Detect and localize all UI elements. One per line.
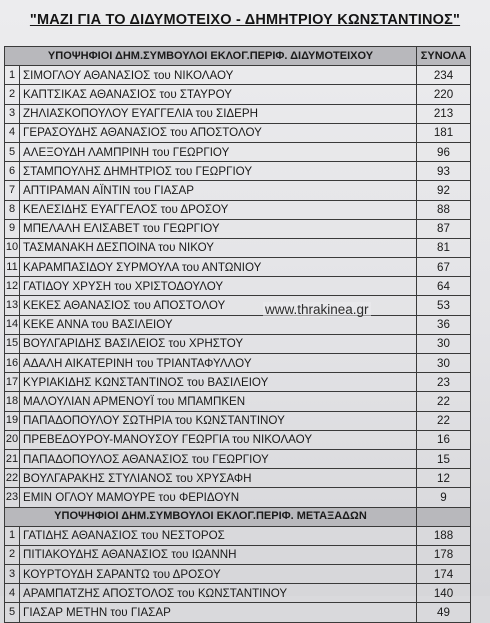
candidate-name: ΠΙΤΙΑΚΟΥΔΗΣ ΑΘΑΝΑΣΙΟΣ του ΙΩΑΝΝΗ [20, 545, 417, 564]
candidate-name: ΑΠΤΙΡΑΜΑΝ ΑΪΝΤΙΝ του ΓΙΑΣΑΡ [20, 181, 417, 200]
table-row [5, 373, 471, 392]
watermark-text: www.thrakinea.gr [265, 302, 369, 317]
vote-count: 22 [417, 392, 471, 411]
candidate-name: ΠΑΠΑΔΟΠΟΥΛΟΣ ΑΘΑΝΑΣΙΟΣ του ΓΕΩΡΓΙΟΥ [20, 449, 417, 468]
table-row [5, 162, 471, 181]
row-number: 4 [5, 584, 20, 603]
candidate-name: ΚΥΡΙΑΚΙΔΗΣ ΚΩΝΣΤΑΝΤΙΝΟΣ του ΒΑΣΙΛΕΙΟΥ [20, 373, 417, 392]
table-row [5, 296, 471, 315]
vote-count: 81 [417, 238, 471, 257]
section-header: ΥΠΟΨΗΦΙΟΙ ΔΗΜ.ΣΥΜΒΟΥΛΟΙ ΕΚΛΟΓ.ΠΕΡΙΦ. ΜΕΤΑΞΑΔΩΝ [5, 507, 417, 526]
vote-count: 53 [417, 296, 471, 315]
row-number: 14 [5, 315, 20, 334]
candidate-name: ΜΑΛΟΥΛΙΑΝ ΑΡΜΕΝΟΥΪ του ΜΠΑΜΠΚΕΝ [20, 392, 417, 411]
candidate-name: ΚΟΥΡΤΟΥΔΗ ΣΑΡΑΝΤΩ του ΔΡΟΣΟΥ [20, 565, 417, 584]
table-row [5, 354, 471, 373]
vote-count: 88 [417, 200, 471, 219]
row-number: 8 [5, 200, 20, 219]
section-header-row [5, 47, 471, 66]
table-row [5, 584, 471, 603]
vote-count: 49 [417, 603, 471, 622]
table-row [5, 123, 471, 142]
vote-count: 16 [417, 430, 471, 449]
row-number: 9 [5, 219, 20, 238]
section-header-row [5, 507, 471, 526]
candidate-name: ΑΛΕΞΟΥΔΗ ΛΑΜΠΡΙΝΗ του ΓΕΩΡΓΙΟΥ [20, 142, 417, 161]
vote-count: 92 [417, 181, 471, 200]
row-number: 20 [5, 430, 20, 449]
table-row [5, 258, 471, 277]
candidate-name: ΖΗΛΙΑΣΚΟΠΟΥΛΟΥ ΕΥΑΓΓΕΛΙΑ του ΣΙΔΕΡΗ [20, 104, 417, 123]
row-number: 21 [5, 449, 20, 468]
votes-column-header: ΣΥΝΟΛΑ [417, 47, 471, 66]
table-row [5, 66, 471, 85]
vote-count: 12 [417, 469, 471, 488]
table-row [5, 603, 471, 622]
table-row [5, 526, 471, 545]
row-number: 15 [5, 334, 20, 353]
results-table [4, 46, 471, 623]
table-row [5, 238, 471, 257]
row-number: 10 [5, 238, 20, 257]
candidate-name: ΓΑΤΙΔΟΥ ΧΡΥΣΗ του ΧΡΙΣΤΟΔΟΥΛΟΥ [20, 277, 417, 296]
row-number: 1 [5, 526, 20, 545]
candidate-name: ΣΤΑΜΠΟΥΛΗΣ ΔΗΜΗΤΡΙΟΣ του ΓΕΩΡΓΙΟΥ [20, 162, 417, 181]
table-row [5, 200, 471, 219]
table-row [5, 277, 471, 296]
candidate-name: ΣΙΜΟΓΛΟΥ ΑΘΑΝΑΣΙΟΣ του ΝΙΚΟΛΑΟΥ [20, 66, 417, 85]
candidate-name: ΠΡΕΒΕΔΟΥΡΟΥ-ΜΑΝΟΥΣΟΥ ΓΕΩΡΓΙΑ του ΝΙΚΟΛΑΟΥ [20, 430, 417, 449]
vote-count: 64 [417, 277, 471, 296]
table-row [5, 565, 471, 584]
vote-count: 181 [417, 123, 471, 142]
row-number: 11 [5, 258, 20, 277]
candidate-name: ΑΡΑΜΠΑΤΖΗΣ ΑΠΟΣΤΟΛΟΣ του ΚΩΝΣΤΑΝΤΙΝΟΥ [20, 584, 417, 603]
row-number: 19 [5, 411, 20, 430]
row-number: 3 [5, 104, 20, 123]
candidate-name: ΚΕΛΕΣΙΔΗΣ ΕΥΑΓΓΕΛΟΣ του ΔΡΟΣΟΥ [20, 200, 417, 219]
vote-count: 213 [417, 104, 471, 123]
vote-count: 36 [417, 315, 471, 334]
vote-count: 188 [417, 526, 471, 545]
results-table-body [5, 47, 471, 623]
row-number: 12 [5, 277, 20, 296]
table-row [5, 430, 471, 449]
row-number: 17 [5, 373, 20, 392]
candidate-name: ΚΑΡΑΜΠΑΣΙΔΟΥ ΣΥΡΜΟΥΛΑ του ΑΝΤΩΝΙΟΥ [20, 258, 417, 277]
candidate-name: ΒΟΥΛΓΑΡΑΚΗΣ ΣΤΥΛΙΑΝΟΣ του ΧΡΥΣΑΦΗ [20, 469, 417, 488]
row-number: 4 [5, 123, 20, 142]
row-number: 6 [5, 162, 20, 181]
vote-count: 9 [417, 488, 471, 507]
vote-count: 87 [417, 219, 471, 238]
table-row [5, 411, 471, 430]
vote-count: 220 [417, 85, 471, 104]
section-header: ΥΠΟΨΗΦΙΟΙ ΔΗΜ.ΣΥΜΒΟΥΛΟΙ ΕΚΛΟΓ.ΠΕΡΙΦ. ΔΙΔΥΜΟΤΕΙΧΟΥ [5, 47, 417, 66]
vote-count: 67 [417, 258, 471, 277]
candidate-name: ΑΔΑΛΗ ΑΙΚΑΤΕΡΙΝΗ του ΤΡΙΑΝΤΑΦΥΛΛΟΥ [20, 354, 417, 373]
candidate-name: ΒΟΥΛΓΑΡΙΔΗΣ ΒΑΣΙΛΕΙΟΣ του ΧΡΗΣΤΟΥ [20, 334, 417, 353]
row-number: 7 [5, 181, 20, 200]
candidate-name: ΤΑΣΜΑΝΑΚΗ ΔΕΣΠΟΙΝΑ του ΝΙΚΟΥ [20, 238, 417, 257]
vote-count: 23 [417, 373, 471, 392]
vote-count: 30 [417, 354, 471, 373]
document-title: "ΜΑΖΙ ΓΙΑ ΤΟ ΔΙΔΥΜΟΤΕΙΧΟ - ΔΗΜΗΤΡΙΟΥ ΚΩΝΣΤΑΝΤΙΝΟΣ" [29, 12, 461, 28]
candidate-name: ΓΕΡΑΣΟΥΔΗΣ ΑΘΑΝΑΣΙΟΣ του ΑΠΟΣΤΟΛΟΥ [20, 123, 417, 142]
vote-count: 93 [417, 162, 471, 181]
table-row [5, 469, 471, 488]
row-number: 23 [5, 488, 20, 507]
vote-count: 140 [417, 584, 471, 603]
row-number: 5 [5, 142, 20, 161]
vote-count: 15 [417, 449, 471, 468]
candidate-name: ΚΑΠΤΣΙΚΑΣ ΑΘΑΝΑΣΙΟΣ του ΣΤΑΥΡΟΥ [20, 85, 417, 104]
table-row [5, 219, 471, 238]
table-row [5, 334, 471, 353]
table-row [5, 392, 471, 411]
candidate-name: ΜΠΕΛΑΛΗ ΕΛΙΣΑΒΕΤ του ΓΕΩΡΓΙΟΥ [20, 219, 417, 238]
row-number: 5 [5, 603, 20, 622]
row-number: 3 [5, 565, 20, 584]
candidate-name: ΠΑΠΑΔΟΠΟΥΛΟΥ ΣΩΤΗΡΙΑ του ΚΩΝΣΤΑΝΤΙΝΟΥ [20, 411, 417, 430]
candidate-name: ΓΑΤΙΔΗΣ ΑΘΑΝΑΣΙΟΣ του ΝΕΣΤΟΡΟΣ [20, 526, 417, 545]
table-row [5, 488, 471, 507]
row-number: 16 [5, 354, 20, 373]
candidate-name: ΓΙΑΣΑΡ ΜΕΤΗΝ του ΓΙΑΣΑΡ [20, 603, 417, 622]
row-number: 18 [5, 392, 20, 411]
row-number: 22 [5, 469, 20, 488]
table-row [5, 545, 471, 564]
vote-count: 178 [417, 545, 471, 564]
candidate-name: ΚΕΚΕΣ ΑΘΑΝΑΣΙΟΣ του ΑΠΟΣΤΟΛΟΥ [20, 296, 417, 315]
row-number: 2 [5, 85, 20, 104]
vote-count: 234 [417, 66, 471, 85]
table-row [5, 142, 471, 161]
table-row [5, 181, 471, 200]
votes-column-header [417, 507, 471, 526]
vote-count: 22 [417, 411, 471, 430]
vote-count: 96 [417, 142, 471, 161]
row-number: 13 [5, 296, 20, 315]
table-row [5, 104, 471, 123]
row-number: 2 [5, 545, 20, 564]
row-number: 1 [5, 66, 20, 85]
table-row [5, 449, 471, 468]
vote-count: 30 [417, 334, 471, 353]
candidate-name: ΚΕΚΕ ΑΝΝΑ του ΒΑΣΙΛΕΙΟΥ [20, 315, 417, 334]
table-row [5, 315, 471, 334]
candidate-name: ΕΜΙΝ ΟΓΛΟΥ ΜΑΜΟΥΡΕ του ΦΕΡΙΔΟΥΝ [20, 488, 417, 507]
table-row [5, 85, 471, 104]
vote-count: 174 [417, 565, 471, 584]
